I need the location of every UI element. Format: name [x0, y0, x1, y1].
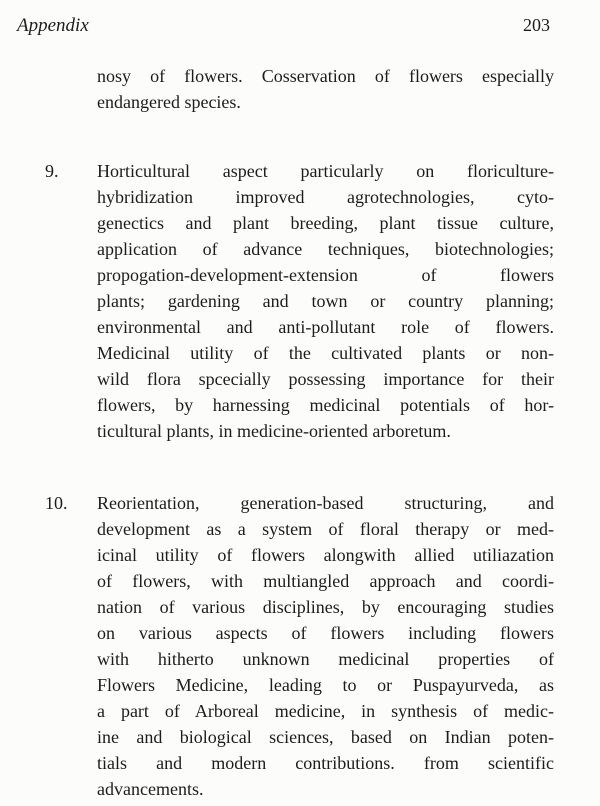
text-line: flowers, by harnessing medicinal potentials of hor-	[97, 395, 554, 415]
page-header-title: Appendix	[17, 15, 89, 36]
text-line: nation of various disciplines, by encouraging studies	[97, 597, 554, 617]
text-line: a part of Arboreal medicine, in synthesis of medic-	[97, 701, 554, 721]
text-line: wild flora spcecially possessing importance for their	[97, 369, 554, 389]
text-line: with hitherto unknown medicinal properties of	[97, 649, 554, 669]
text-line: Medicinal utility of the cultivated plants or non-	[97, 343, 554, 363]
text-line: propogation-development-extension of flowers	[97, 265, 554, 285]
text-line: environmental and anti-pollutant role of flowers.	[97, 317, 554, 337]
text-line: of flowers, with multiangled approach and coordi-	[97, 571, 554, 591]
text-line: genectics and plant breeding, plant tissue culture,	[97, 213, 554, 233]
list-item-text	[97, 490, 554, 802]
paragraph-continuation	[97, 63, 554, 115]
text-line: hybridization improved agrotechnologies, cyto-	[97, 187, 554, 207]
list-item-text	[97, 158, 554, 444]
text-line: icinal utility of flowers alongwith allied utiliazation	[97, 545, 554, 565]
text-line: Reorientation, generation-based structuring, and	[97, 493, 554, 513]
text-line: advancements.	[97, 779, 204, 799]
text-line: endangered species.	[97, 92, 241, 112]
text-line: application of advance techniques, biotechnologies;	[97, 239, 554, 259]
text-line: nosy of flowers. Cosservation of flowers especially	[97, 66, 554, 86]
text-line: ine and biological sciences, based on Indian poten-	[97, 727, 554, 747]
text-line: on various aspects of flowers including flowers	[97, 623, 554, 643]
text-line: development as a system of floral therapy or med-	[97, 519, 554, 539]
text-line: ticultural plants, in medicine-oriented arboretum.	[97, 421, 451, 441]
text-line: Flowers Medicine, leading to or Puspayurveda, as	[97, 675, 554, 695]
list-item-9	[45, 158, 554, 444]
list-item-number: 10.	[45, 493, 68, 513]
page-header	[0, 0, 600, 39]
list-item-number: 9.	[45, 161, 59, 181]
list-item-10	[45, 490, 554, 802]
page-number: 203	[523, 15, 550, 35]
text-line: tials and modern contributions. from scientific	[97, 753, 554, 773]
text-line: Horticultural aspect particularly on floriculture-	[97, 161, 554, 181]
text-line: plants; gardening and town or country planning;	[97, 291, 554, 311]
